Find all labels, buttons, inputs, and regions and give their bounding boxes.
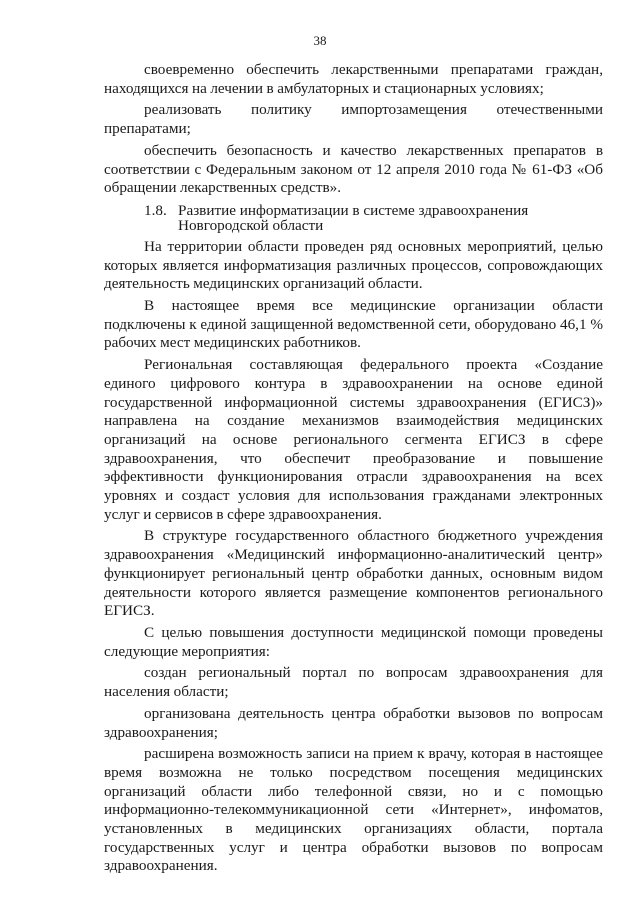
paragraph: создан региональный портал по вопросам здравоохранения для населения области; [104,664,603,701]
page-number: 38 [313,33,327,48]
paragraph: Региональная составляющая федерального проекта «Создание единого цифрового контура в здравоохранении на основе единой государственной информационной системы здравоохранения (ЕГИСЗ)» направлена на создание механизмов взаимодействия медицинских организаций на основе регионального сегмента ЕГИСЗ в сфере здравоохранения, что обеспечит преобразование и повышение эффективности функционирования отрасли здравоохранения на всех уровнях и создаст условия для использования гражданами электронных услуг и сервисов в сфере здравоохранения. [104,356,603,523]
paragraph: обеспечить безопасность и качество лекарственных препаратов в соответствии с Федеральным законом от 12 апреля 2010 года № 61-ФЗ «Об обращении лекарственных средств». [104,141,603,197]
section-number: 1.8. [144,201,167,219]
paragraph: В настоящее время все медицинские организации области подключены к единой защищенной ведомственной сети, оборудовано 46,1 % рабочих мест медицинских работников. [104,297,603,352]
section-title: Развитие информатизации в системе здравоохранения Новгородской области [178,201,529,235]
paragraph: реализовать политику импортозамещения отечественными препаратами; [104,101,603,138]
paragraph: своевременно обеспечить лекарственными препаратами граждан, находящихся на лечении в амбулаторных и стационарных условиях; [104,61,603,97]
paragraph: В структуре государственного областного бюджетного учреждения здравоохранения «Медицинский информационно-аналитический центр» функционирует региональный центр обработки данных, основным видом деятельности которого является размещение компонентов регионального ЕГИСЗ. [104,527,603,620]
section-heading [144,203,603,234]
document-body [104,61,603,879]
paragraph: С целью повышения доступности медицинской помощи проведены следующие мероприятия: [104,623,603,660]
paragraph: расширена возможность записи на прием к врачу, которая в настоящее время возможна не только посредством посещения медицинских организаций области либо телефонной связи, но и с помощью информационно-телекоммуникационной сети «Интернет», инфоматов, установленных в медицинских организациях области, портала государственных услуг и центра обработки вызовов по вопросам здравоохранения. [104,745,603,875]
paragraph: На территории области проведен ряд основных мероприятий, целью которых является информатизация различных процессов, сопровождающих деятельность медицинских организаций области. [104,237,603,293]
paragraph: организована деятельность центра обработки вызовов по вопросам здравоохранения; [104,704,603,741]
